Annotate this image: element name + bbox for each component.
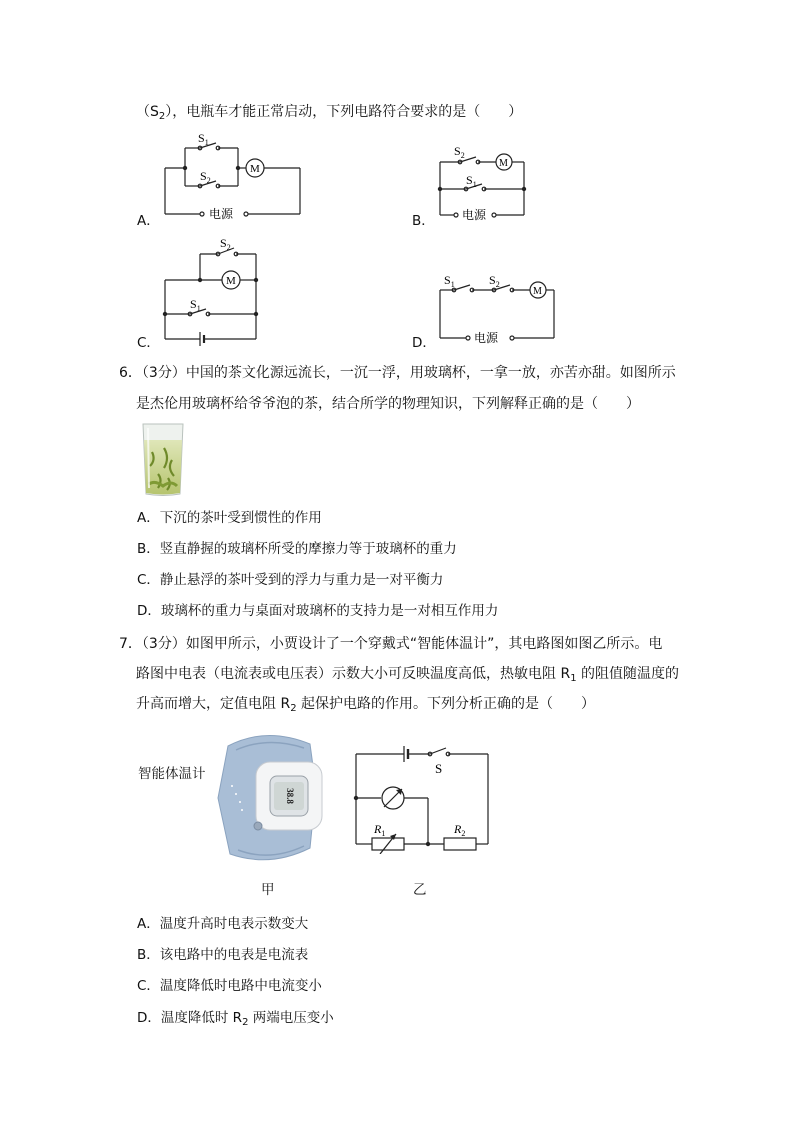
option-b-s-top: $S_2$ [454,144,465,160]
q7-stem-line2 [136,664,679,689]
q5-option-c-letter: C． [137,335,160,351]
q5-option-b-circuit [432,140,532,230]
q5-option-d-circuit [432,268,562,348]
device-screen-reading: 38.8 [285,788,295,804]
tea-glass-image [140,422,186,498]
option-c-s-bottom: $S_1$ [190,297,201,313]
q6-option-c: C．静止悬浮的茶叶受到的浮力与重力是一对平衡力 [137,572,444,588]
q6-stem-line1: 6．（3分）中国的茶文化源远流长，一沉一浮，用玻璃杯，一拿一放，亦苦亦甜。如图所示 [119,365,676,381]
q7-stem-line1: 7．（3分）如图甲所示，小贾设计了一个穿戴式“智能体温计”，其电路图如图乙所示。电 [119,636,663,652]
option-d-power: 电源 [474,331,499,345]
q5-intro-post: ），电瓶车才能正常启动，下列电路符合要求的是（ ） [165,104,523,120]
option-a-s-bottom: $S_2$ [200,169,211,185]
q7-option-d [137,1008,334,1033]
option-c-motor: M [226,275,236,287]
q6-option-a: A．下沉的茶叶受到惯性的作用 [137,510,322,526]
q7-line3-pre: 升高而增大，定值电阻 R [136,696,291,712]
option-d-s-bottom: $S_2$ [489,273,500,289]
q7-option-d-sub: 2 [242,1017,249,1028]
q5-intro [136,102,522,127]
option-a-motor: M [250,163,260,175]
device-label: 智能体温计 [138,766,206,782]
circuit-switch-label: S [435,761,443,776]
smart-thermometer-image [206,728,326,868]
q7-option-a: A．温度升高时电表示数变大 [137,916,309,932]
caption-jia: 甲 [261,882,275,898]
caption-yi: 乙 [413,882,427,898]
q5-option-d-letter: D． [412,335,436,351]
q7-line3-sub: 2 [290,703,297,714]
q7-line3-post: 起保护电路的作用。下列分析正确的是（ ） [296,696,596,712]
q5-option-a-letter: A． [137,213,160,229]
option-d-motor: M [533,286,542,297]
option-a-s-top: $S_1$ [198,131,209,147]
option-c-s-top: $S_2$ [220,236,231,252]
circuit-r2-label: $R_2$ [454,822,466,838]
option-b-power: 电源 [462,208,487,222]
q7-option-d-post: 两端电压变小 [248,1010,334,1026]
q7-option-c: C．温度降低时电路中电流变小 [137,978,322,994]
q7-line2-post: 的阻值随温度的 [576,666,680,682]
q5-option-a-circuit [160,128,310,228]
q7-option-b: B．该电路中的电表是电流表 [137,947,309,963]
q7-line2-pre: 路图中电表（电流表或电压表）示数大小可反映温度高低，热敏电阻 R [136,666,571,682]
q5-intro-sub: 2 [158,111,166,122]
thermometer-circuit-diagram [350,742,495,854]
q6-stem-line2: 是杰伦用玻璃杯给爷爷泡的茶，结合所学的物理知识，下列解释正确的是（ ） [136,396,640,412]
q5-intro-pre: （S [136,104,159,120]
option-b-s-bottom: $S_1$ [466,173,477,189]
q7-option-d-pre: D．温度降低时 R [137,1010,243,1026]
q5-option-b-letter: B． [412,213,435,229]
q5-option-c-circuit [160,234,270,346]
option-b-motor: M [499,158,508,169]
q7-stem-line3 [136,694,595,719]
q6-option-b: B．竖直静握的玻璃杯所受的摩擦力等于玻璃杯的重力 [137,541,457,557]
q7-line2-sub: 1 [570,673,577,684]
option-a-power: 电源 [209,207,234,221]
option-d-s-top: $S_1$ [444,273,455,289]
circuit-r1-label: $R_1$ [374,822,386,838]
q6-option-d: D．玻璃杯的重力与桌面对玻璃杯的支持力是一对相互作用力 [137,603,499,619]
